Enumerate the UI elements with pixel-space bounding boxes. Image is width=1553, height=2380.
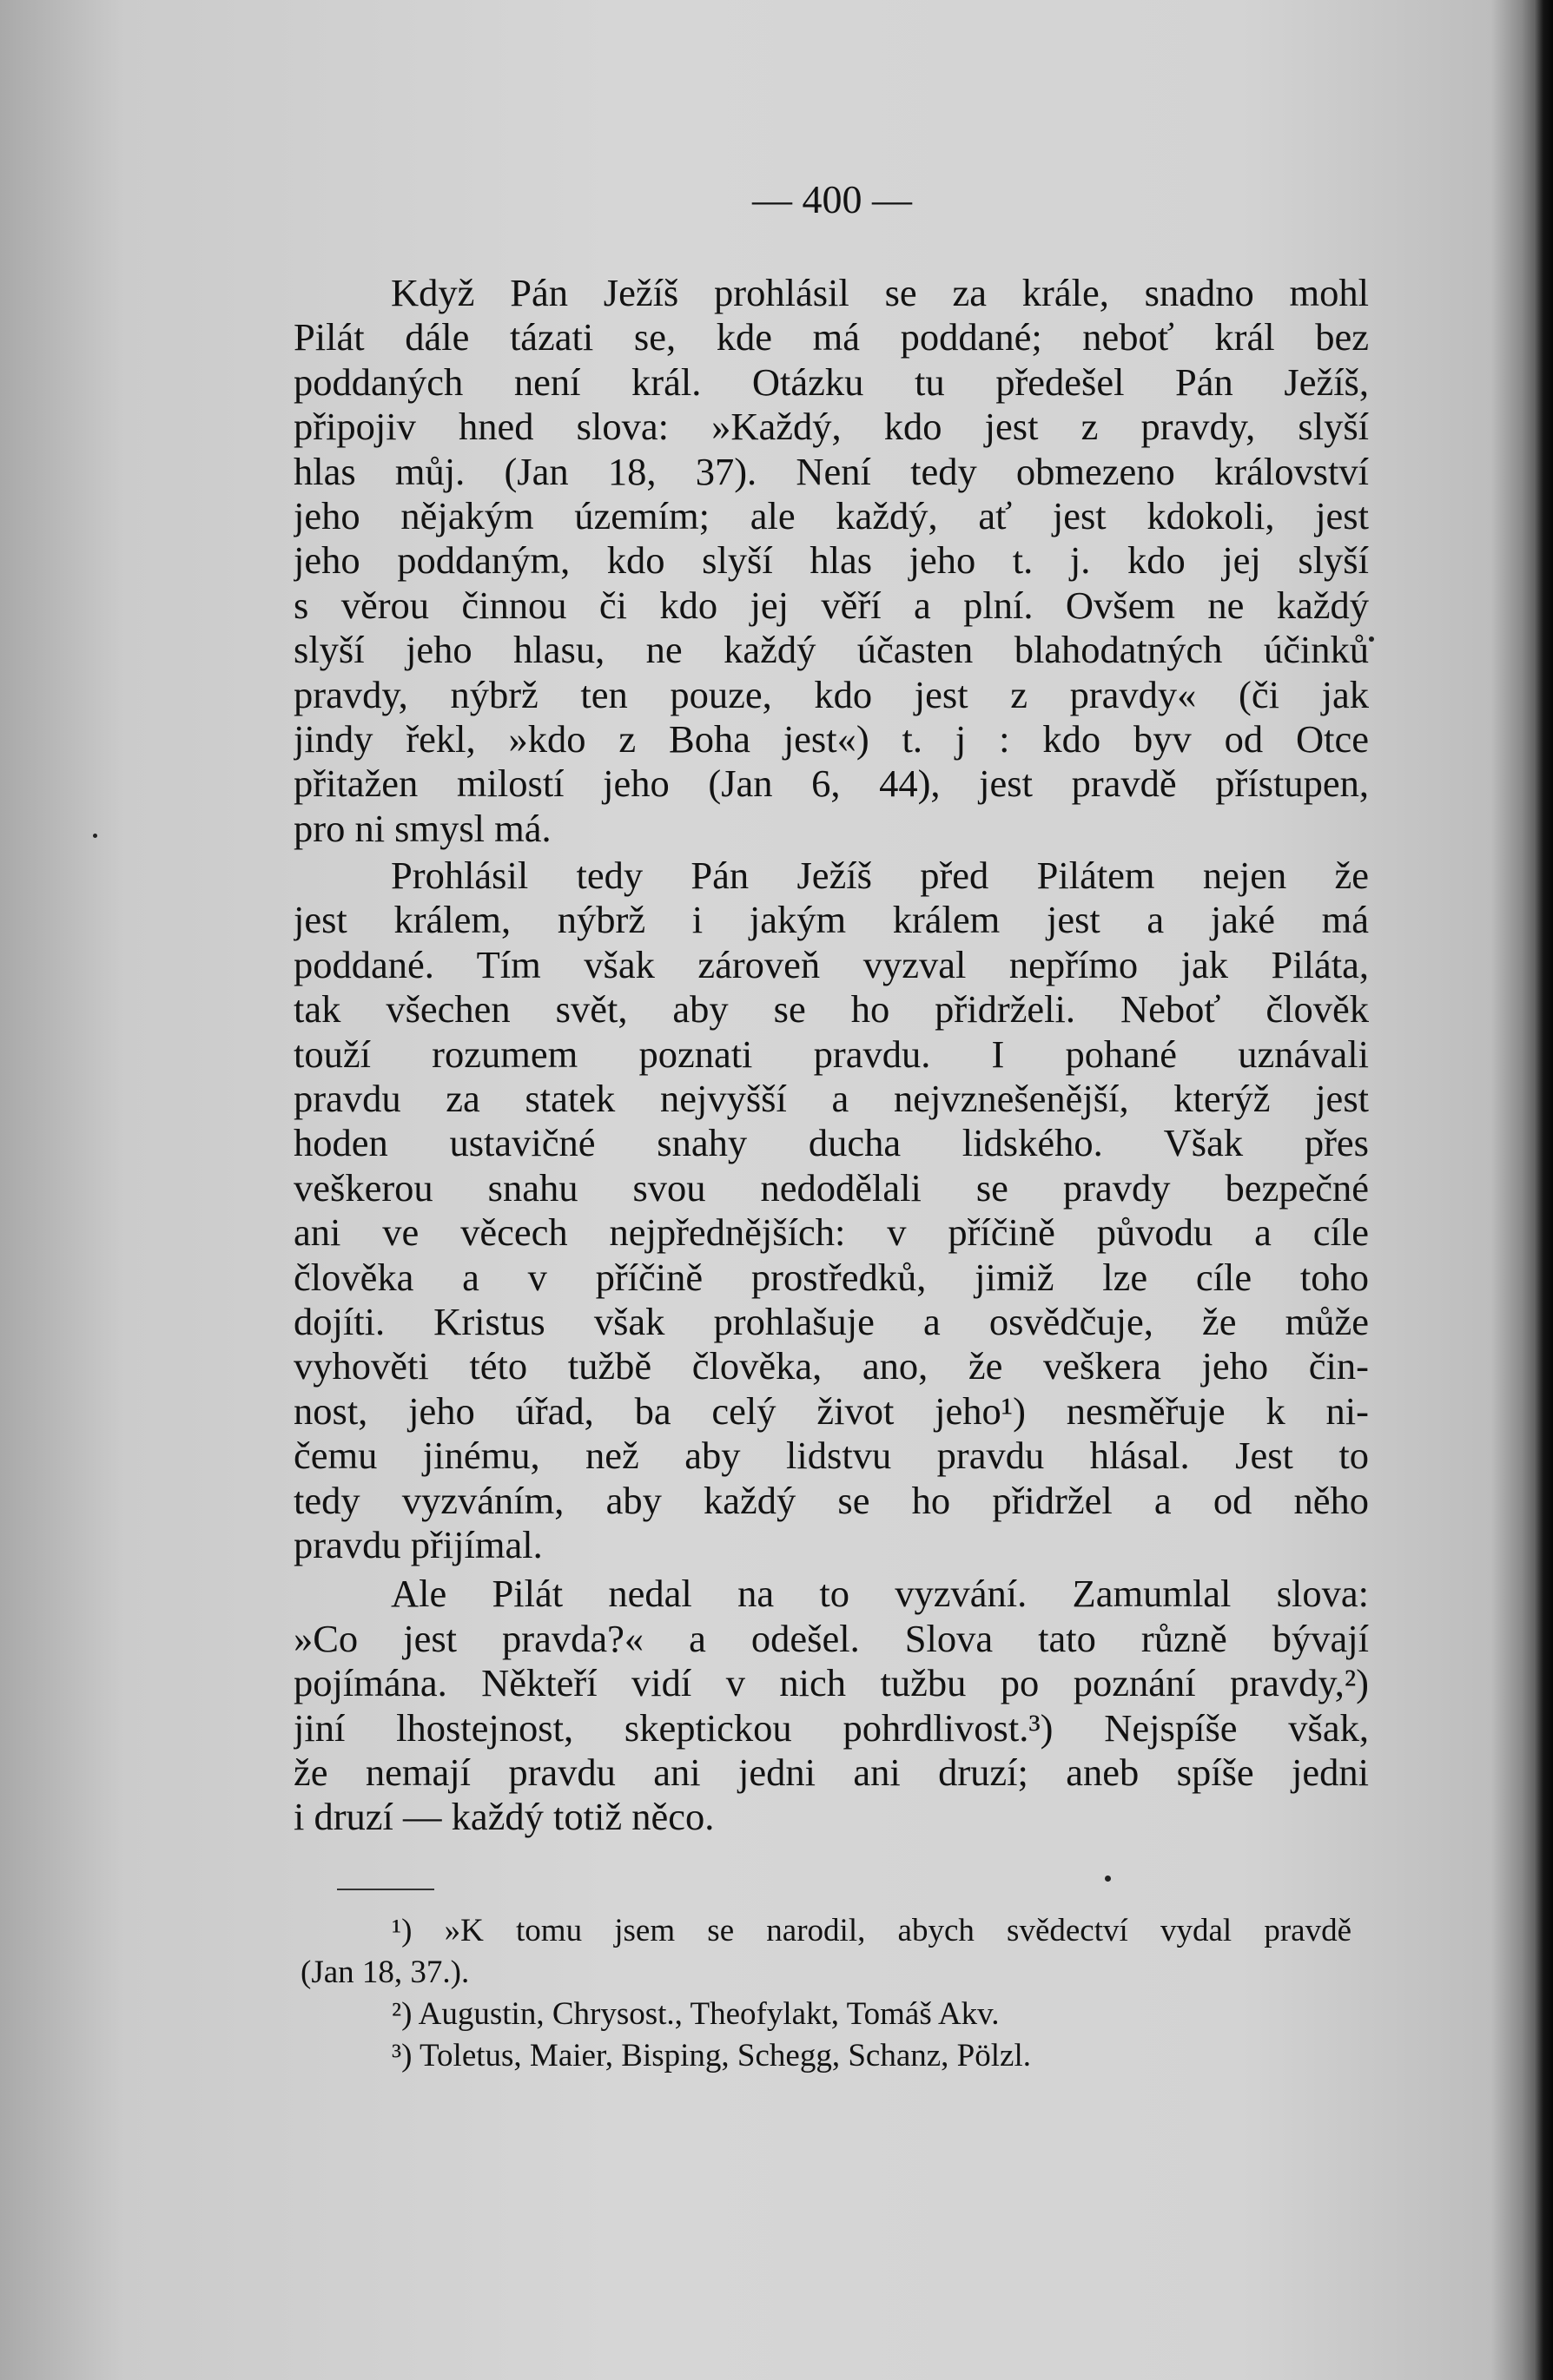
text-line: slyší jeho hlasu, ne každý účasten blahodatných účinků	[294, 628, 1369, 672]
footnote-line	[301, 2035, 1351, 2077]
text-line: jiní lhostejnost, skeptickou pohrdlivost.³) Nejspíše však,	[294, 1705, 1369, 1750]
text-line: pravdu přijímal.	[294, 1522, 543, 1566]
footnote-text: Augustin, Chrysost., Theofylakt, Tomáš Akv.	[418, 1996, 1000, 2032]
scan-speck	[1369, 636, 1374, 642]
text-line: čemu jinému, než aby lidstvu pravdu hlásal. Jest to	[294, 1434, 1369, 1478]
paragraph-2	[294, 854, 1369, 1567]
text-line: pravdy, nýbrž ten pouze, kdo jest z pravdy« (či jak	[294, 672, 1369, 716]
footnote-marker: ²)	[392, 1996, 413, 2032]
text-line: člověka a v příčině prostředků, jimiž lze cíle toho	[294, 1255, 1369, 1299]
scan-speck	[93, 834, 97, 838]
text-line: jindy řekl, »kdo z Boha jest«) t. j : kdo byv od Otce	[294, 716, 1369, 761]
paragraph-3	[294, 1572, 1369, 1839]
footnote-divider	[337, 1889, 434, 1890]
footnote-3	[301, 2035, 1351, 2077]
text-line: tak všechen svět, aby se ho přidrželi. Neboť člověk	[294, 987, 1369, 1032]
text-line: hlas můj. (Jan 18, 37). Není tedy obmezeno království	[294, 449, 1369, 493]
paragraph-1	[294, 271, 1369, 851]
footnote-text: Toletus, Maier, Bisping, Schegg, Schanz, Pölzl.	[420, 2038, 1031, 2073]
text-line: ani ve věcech nejpřednějších: v příčině původu a cíle	[294, 1210, 1369, 1255]
text-line: nost, jeho úřad, ba celý život jeho¹) nesměřuje k ni-	[294, 1388, 1369, 1433]
text-line: že nemají pravdu ani jedni ani druzí; aneb spíše jedni	[294, 1750, 1369, 1794]
text-line: přitažen milostí jeho (Jan 6, 44), jest pravdě přístupen,	[294, 761, 1369, 806]
footnote-line	[301, 1910, 1351, 1952]
text-line: s věrou činnou či kdo jej věří a plní. Ovšem ne každý	[294, 583, 1369, 627]
text-line: pojímána. Někteří vidí v nich tužbu po poznání pravdy,²)	[294, 1661, 1369, 1705]
text-line: poddané. Tím však zároveň vyzval nepřímo jak Piláta,	[294, 942, 1369, 986]
text-line: dojíti. Kristus však prohlašuje a osvědčuje, že může	[294, 1300, 1369, 1343]
footnote-marker: ³)	[392, 2038, 413, 2073]
scan-speck	[1105, 1876, 1111, 1882]
text-line: připojiv hned slova: »Každý, kdo jest z pravdy, slyší	[294, 405, 1369, 449]
text-line: pro ni smysl má.	[294, 806, 552, 850]
text-line: jeho poddaným, kdo slyší hlas jeho t. j. kdo jej slyší	[294, 538, 1369, 583]
text-line: tedy vyzváním, aby každý se ho přidržel a od něho	[294, 1478, 1369, 1522]
page-number: — 400 —	[752, 177, 912, 221]
text-line: vyhověti této tužbě člověka, ano, že veškera jeho čin-	[294, 1344, 1369, 1388]
page-edge-shadow	[1534, 0, 1553, 2380]
footnote-line	[301, 1994, 1351, 2035]
text-line: i druzí — každý totiž něco.	[294, 1795, 715, 1839]
footnote-marker: ¹)	[392, 1913, 413, 1948]
text-line: jest králem, nýbrž i jakým králem jest a jaké má	[294, 898, 1369, 942]
footnote-1	[301, 1910, 1351, 1994]
footnote-2	[301, 1994, 1351, 2035]
text-line: Ale Pilát nedal na to vyzvání. Zamumlal slova:	[391, 1572, 1369, 1616]
text-line: Když Pán Ježíš prohlásil se za krále, snadno mohl	[391, 271, 1369, 314]
text-line: poddaných není král. Otázku tu předešel Pán Ježíš,	[294, 359, 1369, 404]
footnote-text: »K tomu jsem se narodil, abych svědectví vydal pravdě	[444, 1913, 1351, 1948]
text-line: »Co jest pravda?« a odešel. Slova tato různě bývají	[294, 1616, 1369, 1660]
text-line: jeho nějakým územím; ale každý, ať jest kdokoli, jest	[294, 493, 1369, 537]
text-line: Prohlásil tedy Pán Ježíš před Pilátem nejen že	[391, 854, 1369, 898]
text-line: touží rozumem poznati pravdu. I pohané uznávali	[294, 1032, 1369, 1076]
footnote-line: (Jan 18, 37.).	[301, 1955, 470, 1990]
footnotes	[301, 1910, 1351, 2077]
body-text	[294, 271, 1369, 1840]
text-line: hoden ustavičné snahy ducha lidského. Však přes	[294, 1121, 1369, 1165]
text-line: pravdu za statek nejvyšší a nejvznešenější, kterýž jest	[294, 1077, 1369, 1121]
text-line: veškerou snahu svou nedodělali se pravdy bezpečné	[294, 1165, 1369, 1210]
text-line: Pilát dále tázati se, kde má poddané; neboť král bez	[294, 315, 1369, 359]
